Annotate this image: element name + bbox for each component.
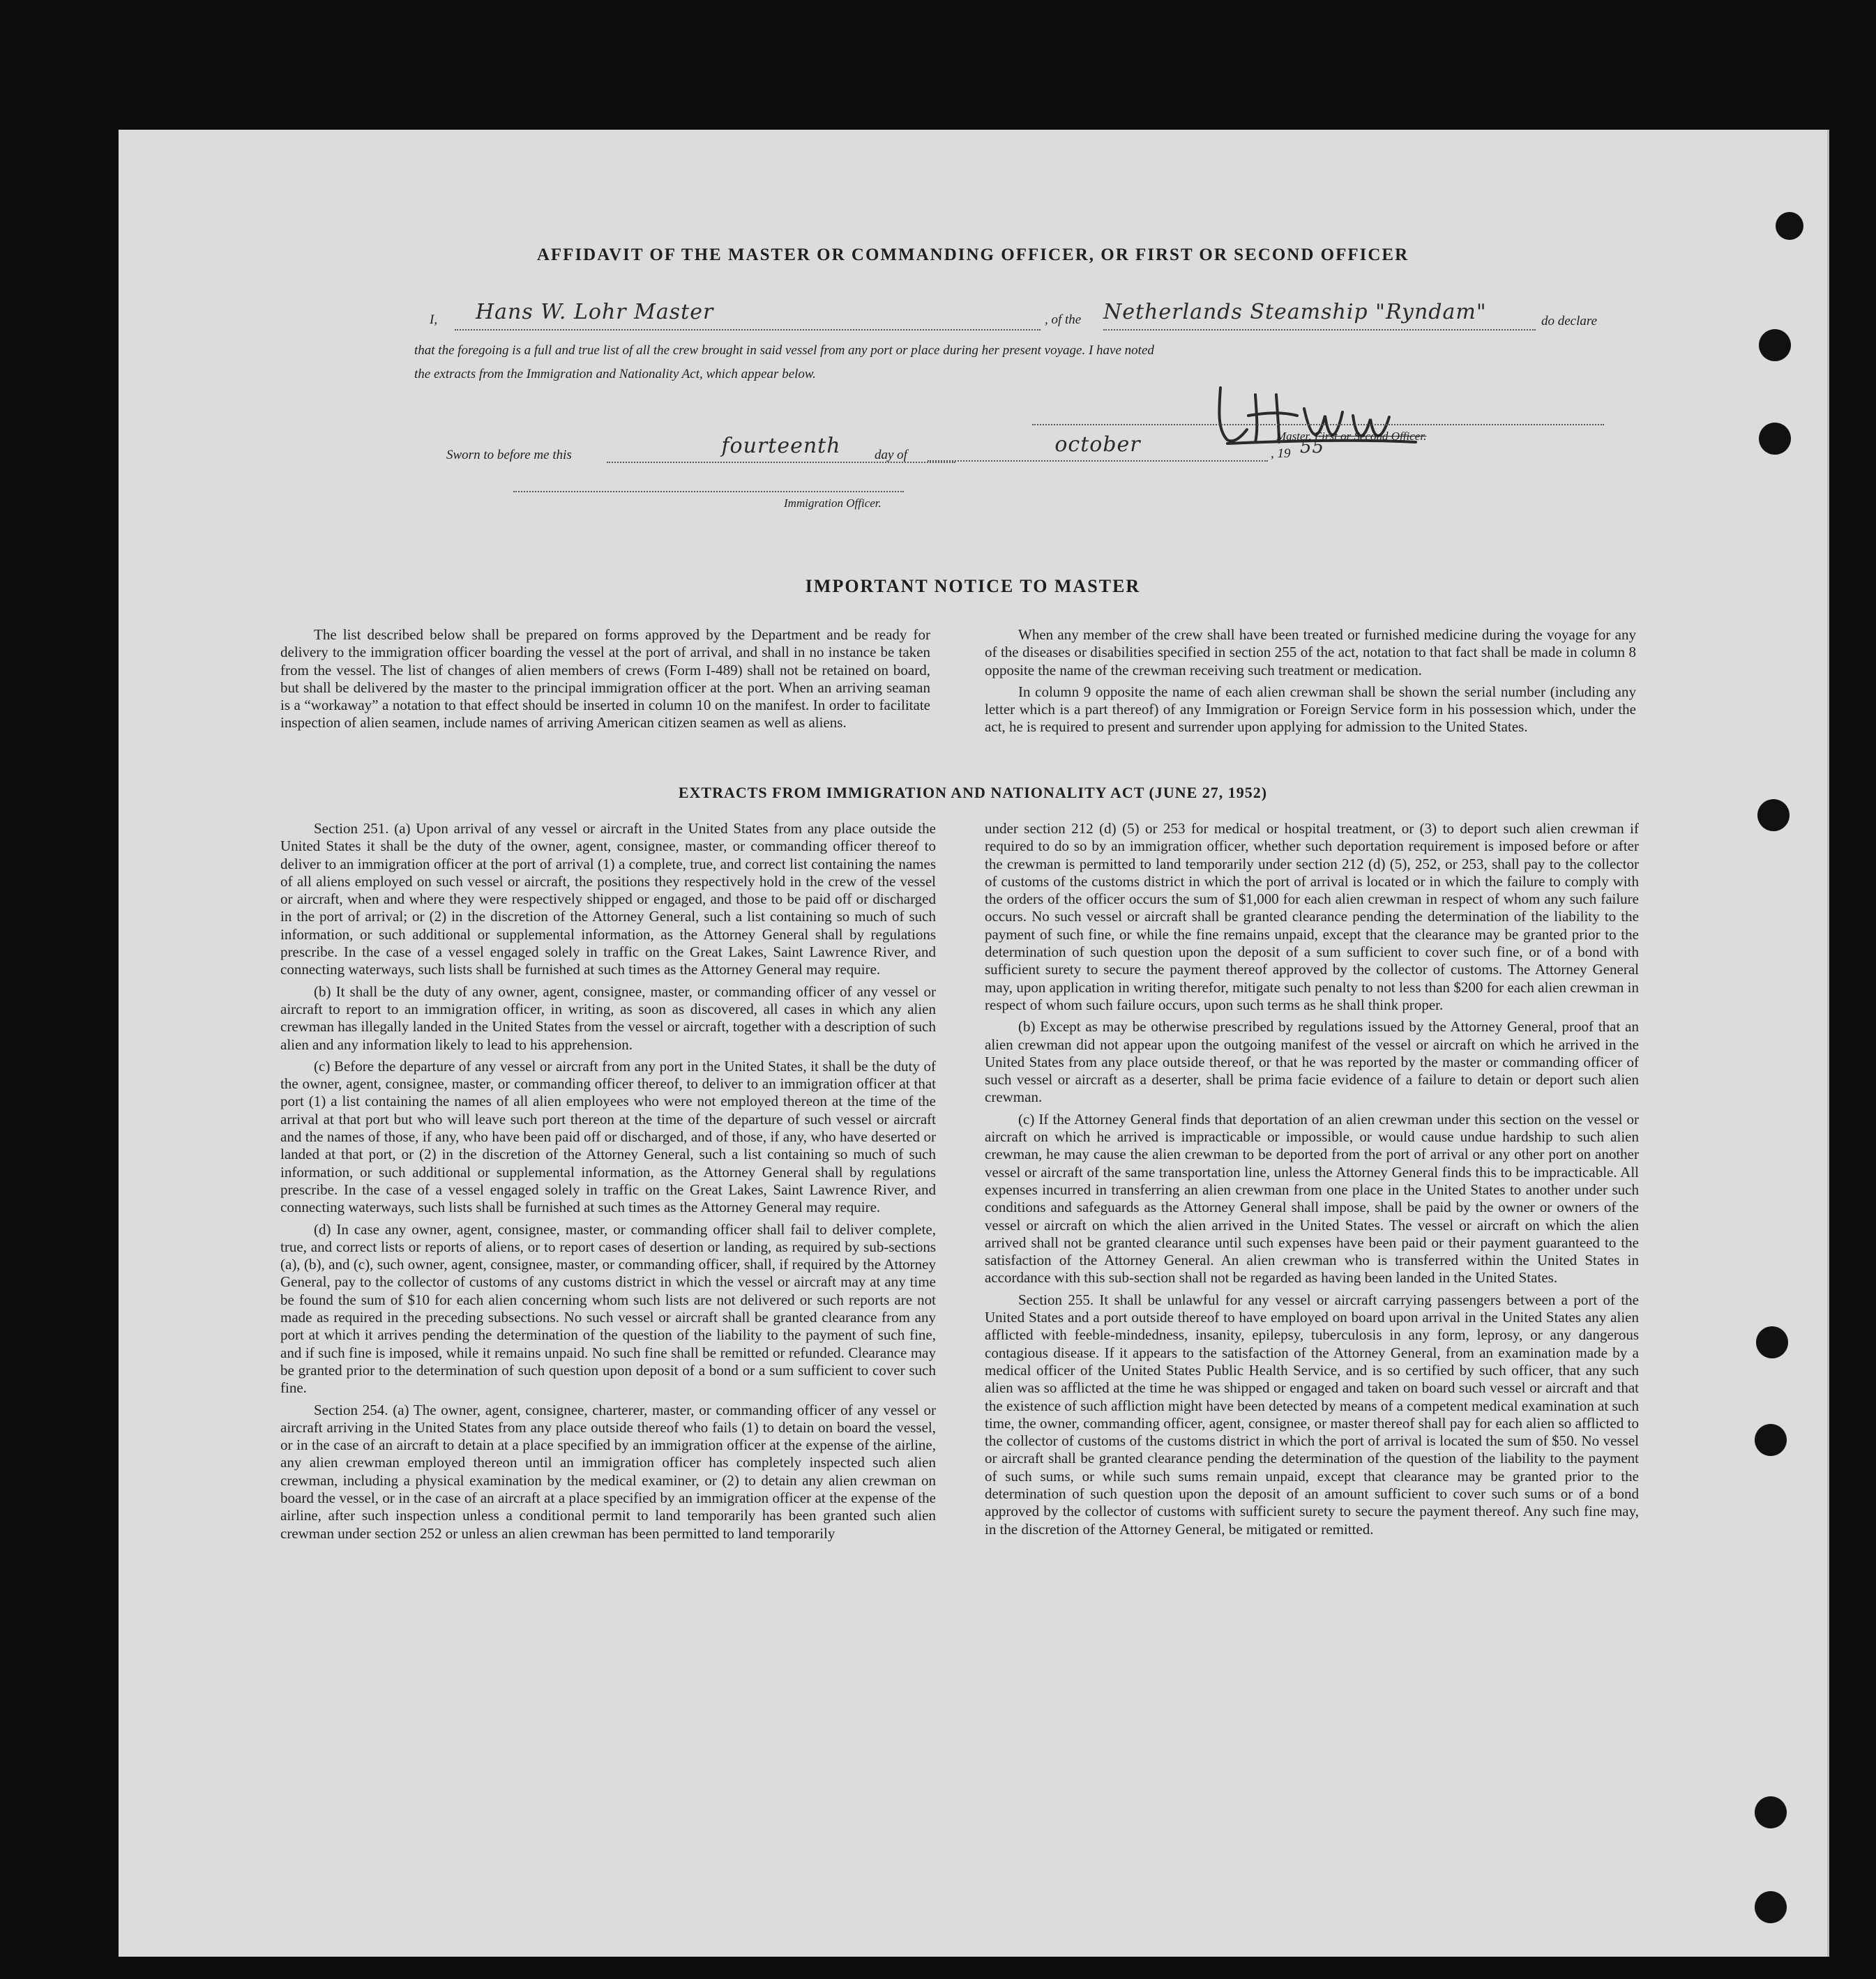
affidavit-title: AFFIDAVIT OF THE MASTER OR COMMANDING OFFICER, OR FIRST OR SECOND OFFICER: [536, 245, 1409, 264]
extract-section-254a-cont: under section 212 (d) (5) or 253 for medical or hospital treatment, or (3) to deport such alien crewman if required to do so by an immigration officer, whether such deportation requirement is imposed before or after the crewman is permitted to land temporarily under section 212 (d) (5), 252, or 253, shall pay to the collector of customs of the customs district in which the port of arrival is located or in which the failure to comply with the orders of the officer occurs the sum of $1,000 for each alien crewman in respect of whom any such failure occurs. No such vessel or aircraft shall be granted clearance pending the determination of the liability to the payment of such fine, or while the fine remains unpaid, except that the clearance may be granted prior to the determination of such question upon the deposit of a sum sufficient to cover such fine, or of a bond with sufficient surety to secure the payment thereof approved by the collector of customs. The Attorney General may, upon application in writing therefor, mitigate such penalty to not less than $200 for each alien crewman in respect of whom such failure occurs, upon such terms as he shall think proper.: [985, 820, 1639, 1013]
notice-right-paragraph-2: In column 9 opposite the name of each alien crewman shall be shown the serial number (including any letter which is a part thereof) of any Immigration or Foreign Service form in his possession which, under the act, he is required to present and surrender upon applying for admission to the United States.: [985, 683, 1636, 736]
extracts-right-column: [985, 820, 1639, 1542]
year-handwriting: 55: [1300, 437, 1325, 457]
notice-title: IMPORTANT NOTICE TO MASTER: [805, 576, 1141, 596]
affidavit-line-2: that the foregoing is a full and true list of all the crew brought in said vessel from any port or place during her present voyage. I have noted: [414, 343, 1154, 358]
binder-hole: [1776, 212, 1803, 240]
extract-section-255: Section 255. It shall be unlawful for any vessel or aircraft carrying passengers between a port of the United States and a port outside thereof to have employed on board upon arrival in the United States any alien afflicted with feeble-mindedness, insanity, epilepsy, tuberculosis in any form, leprosy, or any dangerous contagious disease. If it appears to the satisfaction of the Attorney General, from an examination made by a medical officer of the United States Public Health Service, and is so certified by such officer, that any such alien was so afflicted at the time he was shipped or engaged and taken on board such vessel or aircraft and that the existence of such affliction might have been detected by means of a competent medical examination at such time, the owner, commanding officer, agent, consignee, or master thereof shall pay for each alien so afflicted to the collector of customs of the customs district in which the port of arrival is located the sum of $50. No vessel or aircraft shall be granted clearance pending the determination of the question of the liability to the payment of such sums, or while such sums remain unpaid, except that clearance may be granted prior to the determination of such question upon the deposit of an amount sufficient to cover such sums or of a bond approved by the collector of customs with sufficient surety to secure the payment thereof. Any such fine may, in the discretion of the Attorney General, be mitigated or remitted.: [985, 1291, 1639, 1538]
binder-hole: [1755, 1891, 1787, 1923]
extract-section-254b: (b) Except as may be otherwise prescribed by regulations issued by the Attorney General, proof that an alien crewman did not appear upon the outgoing manifest of the vessel or aircraft on which he arrived in the United States from any place outside thereof, or that he was reported by the master or commanding officer of such vessel or aircraft as a deserter, shall be prima facie evidence of a failure to detain or deport such alien crewman.: [985, 1018, 1639, 1106]
master-name-field: [455, 300, 1041, 331]
signature-caption: [1276, 430, 1426, 443]
i-label: I,: [430, 312, 438, 327]
notice-right-column: [985, 626, 1636, 741]
binder-hole: [1755, 1796, 1787, 1828]
extract-section-254a: Section 254. (a) The owner, agent, consignee, charterer, master, or commanding officer of any vessel or aircraft arriving in the United States from any place outside thereof who fails (1) to detain on board the vessel, or in the case of an aircraft to detain at a place specified by an immigration officer at the expense of the airline, any alien crewman employed thereon until an immigration officer has completely inspected such alien crewman, including a physical examination by the medical examiner, or (2) to detain any alien crewman on board the vessel, or in the case of an aircraft at a place specified by an immigration officer at the expense of the airline, after such inspection unless a conditional permit to land temporarily has been granted such alien crewman under section 252 or unless an alien crewman has been permitted to land temporarily: [280, 1401, 936, 1542]
month-handwriting: october: [1054, 432, 1141, 457]
document-page: [119, 130, 1829, 1957]
binder-hole: [1757, 799, 1790, 831]
affidavit-line-3: the extracts from the Immigration and Nationality Act, which appear below.: [414, 367, 816, 381]
notice-left-paragraph: The list described below shall be prepared on forms approved by the Department and be ready for delivery to the immigration officer boarding the vessel at the port of arrival, and shall in no instance be taken from the vessel. The list of changes of alien members of crews (Form I-489) shall not be retained on board, but shall be delivered by the master to the principal immigration officer at the port. When an arriving seaman is a “workaway” a notation to that effect should be inserted in column 10 on the manifest. In order to facilitate inspection of alien seamen, include names of arriving American citizen seamen as well as aliens.: [280, 626, 930, 731]
binder-hole: [1759, 329, 1791, 361]
notice-right-paragraph-1: When any member of the crew shall have been treated or furnished medicine during the voyage for any of the diseases or disabilities specified in section 255 of the act, notation to that fact shall be made in column 8 opposite the name of the crewman receiving such treatment or medication.: [985, 626, 1636, 678]
month-field: [928, 432, 1268, 462]
binder-hole: [1759, 423, 1791, 455]
master-caption: Master,: [1276, 430, 1315, 443]
struck-caption: First or Second Officer.: [1314, 430, 1427, 443]
vessel-name-handwriting: Netherlands Steamship "Ryndam": [1103, 300, 1487, 324]
vessel-name-field: [1103, 300, 1536, 331]
extract-section-251d: (d) In case any owner, agent, consignee, master, or commanding officer shall fail to deliver complete, true, and correct lists or reports of aliens, or to report cases of desertion or landing, as required by sub-sections (a), (b), and (c), such owner, agent, consignee, master, or commanding officer, shall, if required by the Attorney General, pay to the collector of customs of any customs district in which the vessel or aircraft may at any time be found the sum of $10 for each alien concerning whom such lists are not delivered or such reports are not made as required in the preceding subsections. No such vessel or aircraft shall be granted clearance from any port at which it arrives pending the determination of the question of the liability to the payment of such fine, and if such fine is imposed, while it remains unpaid. No such fine shall be remitted or refunded. Clearance may be granted prior to the determination of such question upon deposit of a bond or a sum sufficient to cover such fine.: [280, 1220, 936, 1397]
extract-section-251b: (b) It shall be the duty of any owner, agent, consignee, master, or commanding officer of any vessel or aircraft to report to an immigration officer, in writing, as soon as discovered, all cases in which any alien crewman has illegally landed in the United States from the vessel or aircraft, together with a description of such alien and any information likely to lead to his apprehension.: [280, 983, 936, 1053]
notice-left-column: [280, 626, 930, 736]
extract-section-254c: (c) If the Attorney General finds that deportation of an alien crewman under this section on the vessel or aircraft on which he arrived is impracticable or impossible, or would cause undue hardship to such alien crewman, he may cause the alien crewman to be deported from the port of arrival or any other port on another vessel or aircraft of the same transportation line, unless the Attorney General finds this to be impracticable. All expenses incurred in transferring an alien crewman from one place in the United States to another under such conditions and safeguards as the Attorney General shall impose, shall be paid by the owner or owners of the vessel or aircraft on which the alien arrived in the United States. The vessel or aircraft on which the alien arrived shall not be granted clearance until such expenses have been paid or their payment guaranteed to the satisfaction of the Attorney General. An alien crewman who is transferred within the United States in accordance with this sub-section shall not be regarded as having been landed in the United States.: [985, 1110, 1639, 1287]
sworn-label: Sworn to before me this: [446, 448, 572, 462]
immigration-officer-caption: Immigration Officer.: [784, 496, 882, 510]
master-name-handwriting: Hans W. Lohr Master: [476, 300, 714, 324]
extracts-left-column: [280, 820, 936, 1547]
signature-line: [1032, 424, 1604, 425]
extract-section-251a: Section 251. (a) Upon arrival of any vessel or aircraft in the United States from any place outside the United States it shall be the duty of the owner, agent, consignee, master, or commanding officer thereof to deliver to an immigration officer at the port of arrival (1) a complete, true, and correct list containing the names of all aliens employed on such vessel or aircraft, the positions they respectively hold in the crew of the vessel or aircraft, when and where they were respectively shipped or engaged, and those to be paid off or discharged in the port of arrival; or (2) in the discretion of the Attorney General, such a list containing so much of such information, or such additional or supplemental information, as the Attorney General shall by regulations prescribe. In the case of a vessel engaged solely in traffic on the Great Lakes, Saint Lawrence River, and connecting waterways, such lists shall be furnished at such times as the Attorney General may require.: [280, 820, 936, 978]
immigration-officer-line: [513, 491, 904, 492]
of-the-label: , of the: [1045, 312, 1082, 327]
binder-hole: [1756, 1326, 1788, 1358]
binder-hole: [1755, 1424, 1787, 1456]
extract-section-251c: (c) Before the departure of any vessel or aircraft from any port in the United States, it shall be the duty of the owner, agent, consignee, master, or commanding officer thereof, to deliver to an immigration officer at that port (1) a list containing the names of all alien employees who were not employed thereon at the time of the arrival at that port but who will leave such port thereon at the time of the departure of such vessel or aircraft and the names of those, if any, who have been paid off or discharged, and of those, if any, who have deserted or landed at that port, or (2) in the discretion of the Attorney General, such a list containing so much of such information, or such additional or supplemental information, as the Attorney General shall by regulations prescribe. In the case of a vessel engaged solely in traffic on the Great Lakes, Saint Lawrence River, and connecting waterways, such lists shall be furnished at such times as the Attorney General may require.: [280, 1057, 936, 1216]
day-of-label: day of: [875, 448, 907, 462]
extracts-title: EXTRACTS FROM IMMIGRATION AND NATIONALITY ACT (JUNE 27, 1952): [678, 784, 1268, 801]
year-label: , 19: [1271, 446, 1291, 461]
declare-label: do declare: [1541, 314, 1598, 328]
day-handwriting: fourteenth: [721, 434, 841, 458]
